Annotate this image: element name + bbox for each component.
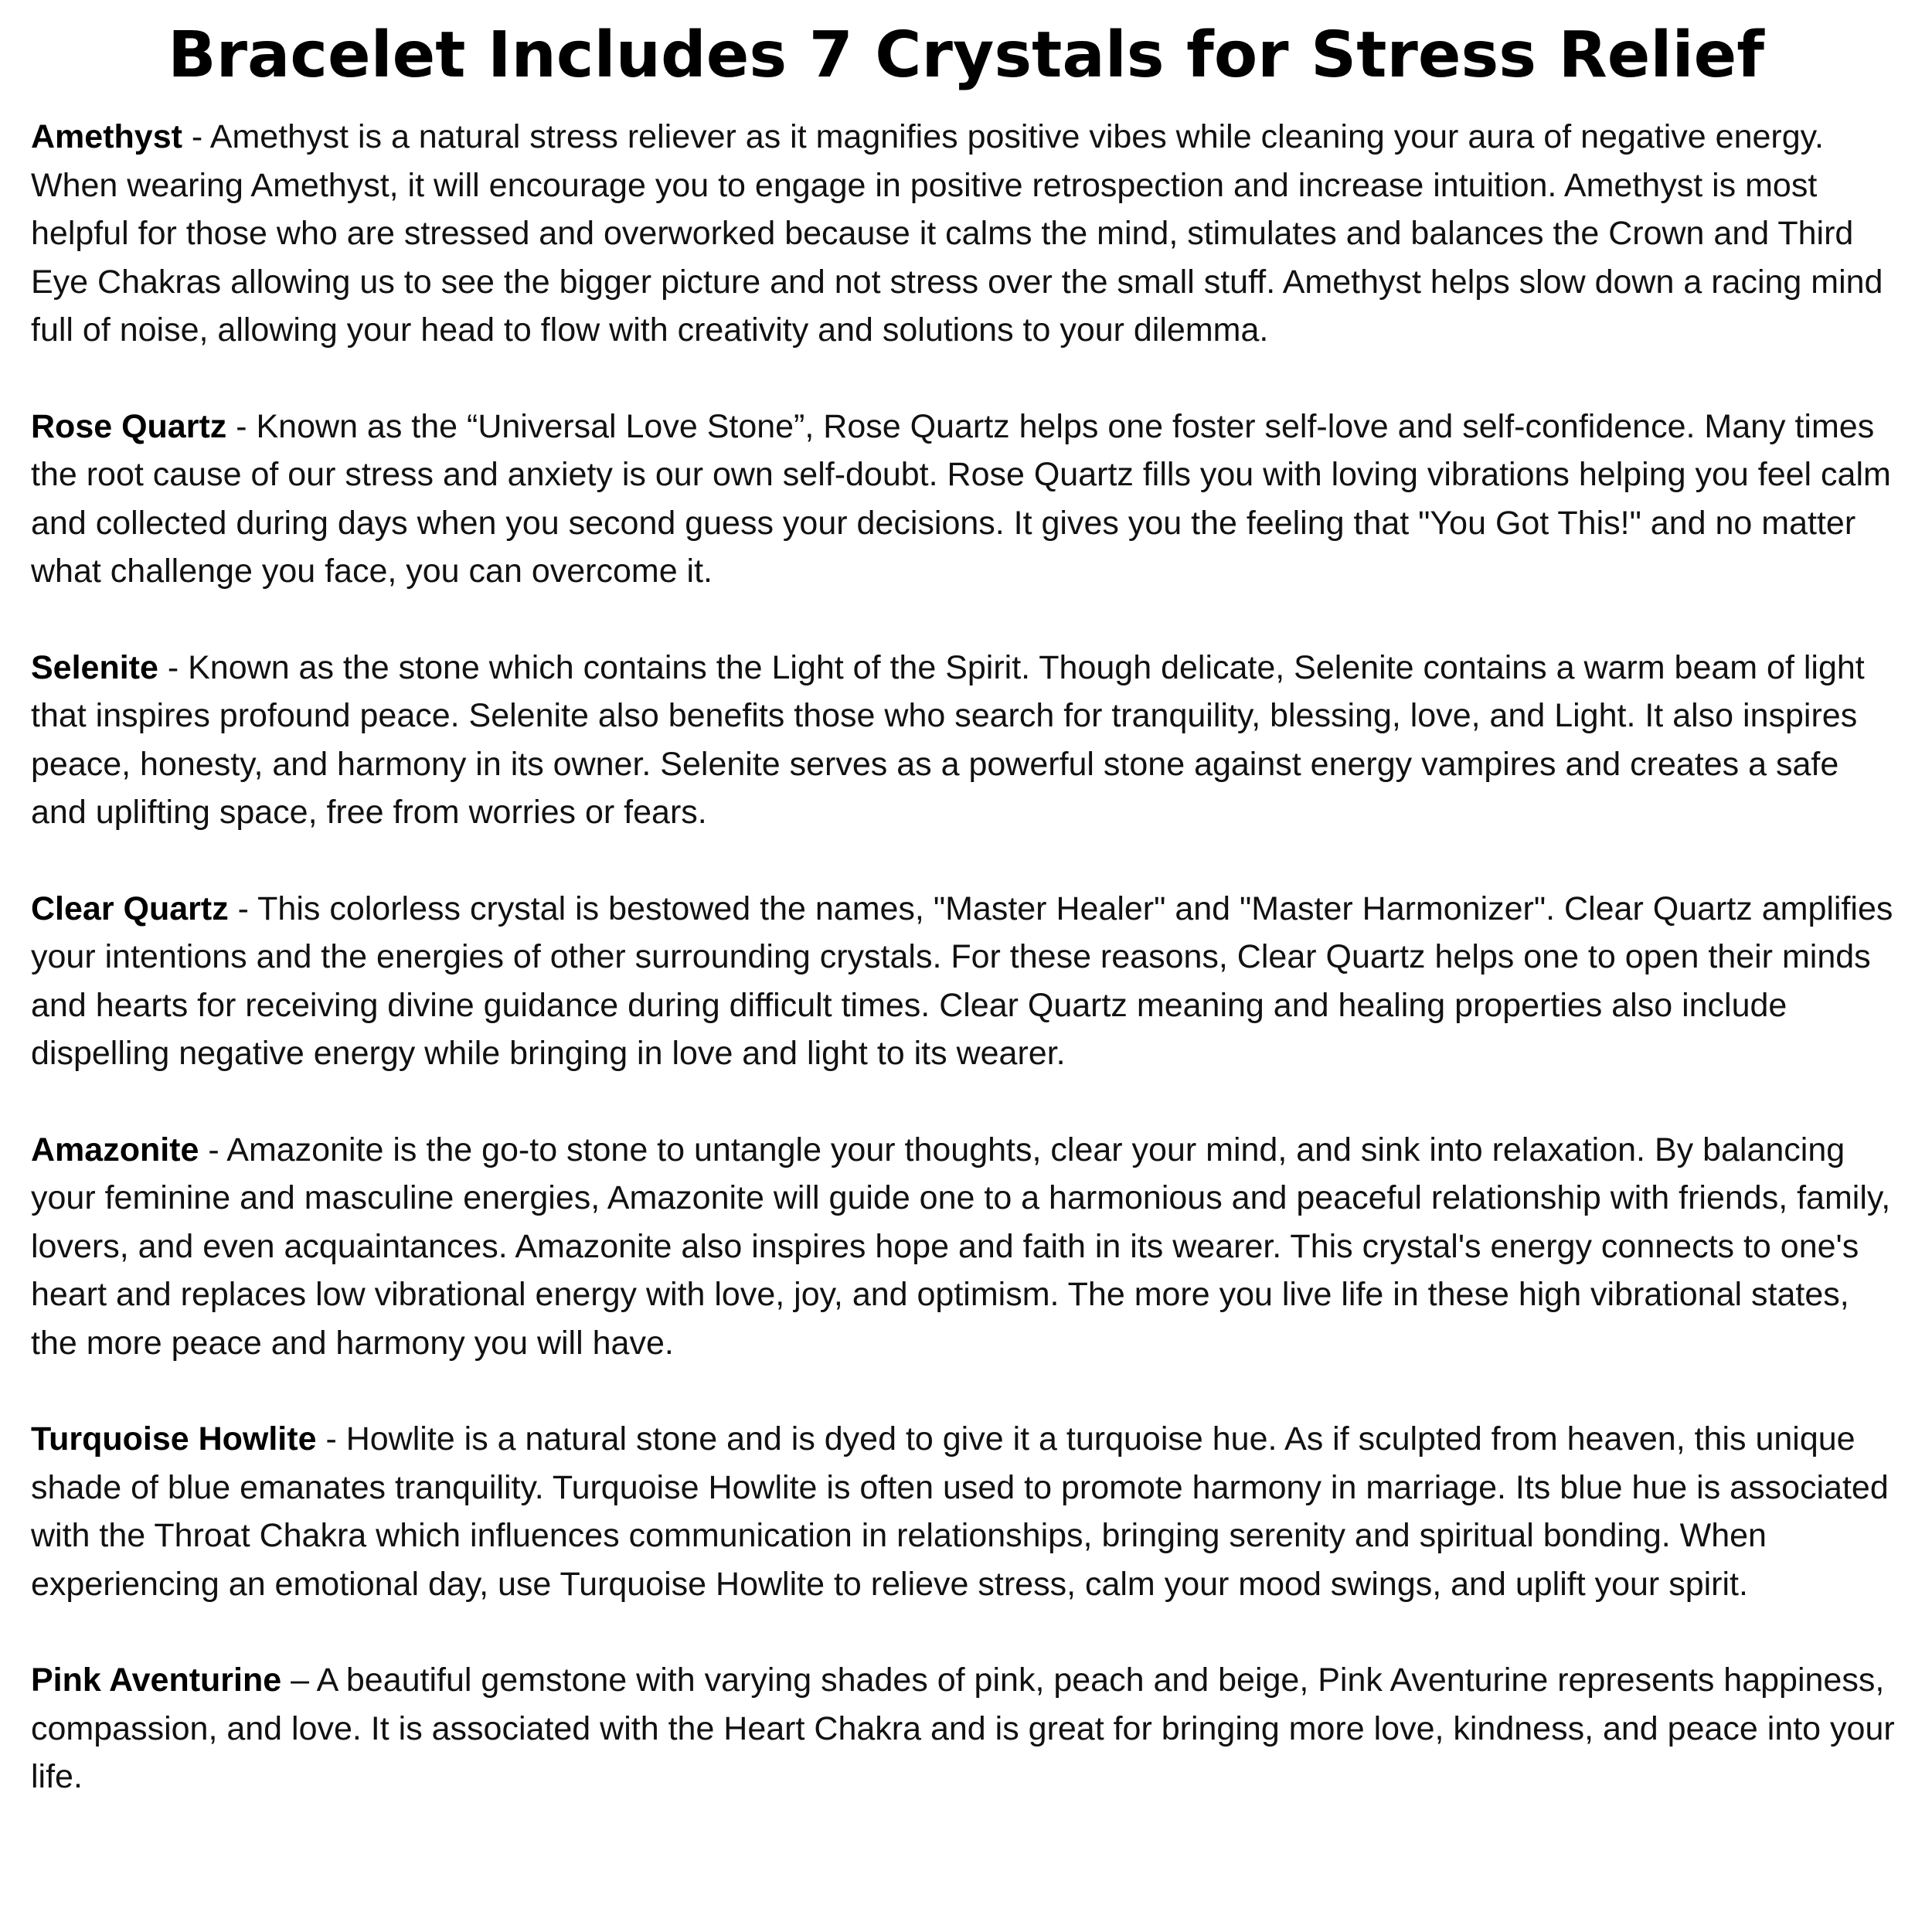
crystal-description: Howlite is a natural stone and is dyed to give it a turquoise hue. As if sculpted from heaven, this unique shade of blue emanates tranquility. Turquoise Howlite is often used to promote harmony in marriage. Its blue hue is associated with the Throat Chakra which influences communication in relationships, bringing serenity and spiritual bonding. When experiencing an emotional day, use Turquoise Howlite to relieve stress, calm your mood swings, and uplift your spirit. [31, 1420, 1889, 1603]
crystal-separator: - [228, 889, 258, 927]
crystal-entry-clear-quartz [31, 885, 1901, 1078]
crystal-description: A beautiful gemstone with varying shades of pink, peach and beige, Pink Aventurine represents happiness, compassion, and love. It is associated with the Heart Chakra and is great for bringing more love, kindness, and peace into your life. [31, 1662, 1895, 1795]
crystal-description: Amethyst is a natural stress reliever as it magnifies positive vibes while cleaning your aura of negative energy. When wearing Amethyst, it will encourage you to engage in positive retrospection and increase intuition. Amethyst is most helpful for those who are stressed and overworked because it calms the mind, stimulates and balances the Crown and Third Eye Chakras allowing us to see the bigger picture and not stress over the small stuff. Amethyst helps slow down a racing mind full of noise, allowing your head to flow with creativity and solutions to your dilemma. [31, 118, 1883, 349]
crystal-name: Clear Quartz [31, 889, 229, 927]
crystal-entry-turquoise-howlite [31, 1415, 1901, 1608]
crystal-name: Selenite [31, 648, 158, 686]
crystal-separator: - [158, 648, 189, 686]
crystal-name: Amazonite [31, 1131, 199, 1168]
crystal-separator: – [281, 1662, 317, 1699]
crystal-separator: - [316, 1420, 346, 1458]
crystal-separator: - [182, 118, 210, 155]
crystal-entry-selenite [31, 644, 1901, 837]
crystal-description: This colorless crystal is bestowed the names, "Master Healer" and "Master Harmonizer". Clear Quartz amplifies your intentions and the energies of other surrounding crystals. For these reasons, Clear Quartz helps one to open their minds and hearts for receiving divine guidance during difficult times. Clear Quartz meaning and healing properties also include dispelling negative energy while bringing in love and light to its wearer. [31, 889, 1893, 1072]
crystal-entry-amethyst [31, 113, 1901, 355]
crystal-name: Turquoise Howlite [31, 1420, 317, 1458]
crystal-entry-pink-aventurine [31, 1656, 1901, 1801]
crystal-description: Known as the “Universal Love Stone”, Rose Quartz helps one foster self-love and self-confidence. Many times the root cause of our stress and anxiety is our own self-doubt. Rose Quartz fills you with loving vibrations helping you feel calm and collected during days when you second guess your decisions. It gives you the feeling that "You Got This!" and no matter what challenge you face, you can overcome it. [31, 407, 1891, 590]
crystal-description: Amazonite is the go-to stone to untangle your thoughts, clear your mind, and sink into relaxation. By balancing your feminine and masculine energies, Amazonite will guide one to a harmonious and peaceful relationship with friends, family, lovers, and even acquaintances. Amazonite also inspires hope and faith in its wearer. This crystal's energy connects to one's heart and replaces low vibrational energy with love, joy, and optimism. The more you live life in these high vibrational states, the more peace and harmony you will have. [31, 1131, 1891, 1362]
crystal-name: Pink Aventurine [31, 1662, 282, 1699]
crystal-entry-rose-quartz [31, 403, 1901, 596]
crystal-separator: - [199, 1131, 227, 1168]
crystal-description: Known as the stone which contains the Light of the Spirit. Though delicate, Selenite contains a warm beam of light that inspires profound peace. Selenite also benefits those who search for tranquility, blessing, love, and Light. It also inspires peace, honesty, and harmony in its owner. Selenite serves as a powerful stone against energy vampires and creates a safe and uplifting space, free from worries or fears. [31, 648, 1865, 831]
crystal-entry-amazonite [31, 1126, 1901, 1368]
crystal-name: Amethyst [31, 118, 182, 155]
crystal-separator: - [226, 407, 257, 445]
crystal-list [31, 113, 1901, 1801]
page-title: Bracelet Includes 7 Crystals for Stress Relief [168, 19, 1764, 92]
crystal-name: Rose Quartz [31, 407, 227, 445]
